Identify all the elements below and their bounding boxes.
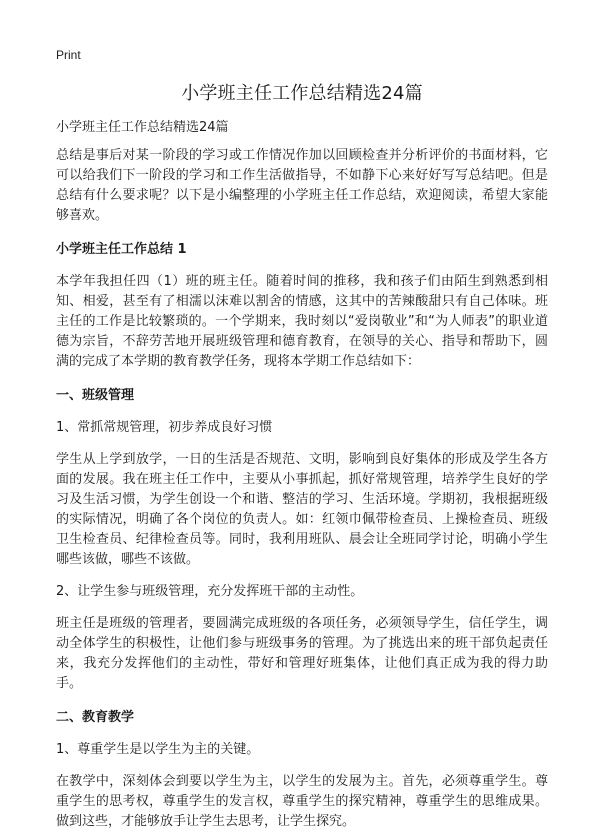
document-title: 小学班主任工作总结精选24篇 [181, 83, 423, 104]
document-subtitle: 小学班主任工作总结精选24篇 [56, 120, 229, 135]
print-link[interactable]: Print [56, 48, 81, 62]
item-heading-student-participation: 2、让学生参与班级管理，充分发挥班干部的主动性。 [56, 584, 364, 599]
section-heading-teaching: 二、教育教学 [56, 710, 135, 725]
routine-management-paragraph: 学生从上学到放学，一日的生活是否规范、文明，影响到良好集体的形成及学生各方面的发展。我在班主任工作中，主要从小事抓起，抓好常规管理，培养学生良好的学习及生活习惯，为学生创设一个和谐、整洁的学习、生活环境。学期初，我根据班级的实际情况，明确了各个岗位的负责人。如：红领巾佩带检查员、上操检查员、班级卫生检查员、纪律检查员等。同时，我利用班队、晨会让全班同学讨论，明确小学生哪些该做，哪些不该做。 [56, 452, 548, 567]
summary-heading: 小学班主任工作总结 1 [56, 242, 187, 257]
respect-students-paragraph: 在教学中，深刻体会到要以学生为主，以学生的发展为主。首先，必须尊重学生。尊重学生的思考权，尊重学生的发言权，尊重学生的探究精神，尊重学生的思维成果。做到这些，才能够放手让学生去思考，让学生探究。 [56, 774, 548, 829]
intro-paragraph: 总结是事后对某一阶段的学习或工作情况作加以回顾检查并分析评价的书面材料，它可以给我们下一阶段的学习和工作生活做指导，不如静下心来好好写写总结吧。但是总结有什么要求呢？以下是小编整理的小学班主任工作总结，欢迎阅读，希望大家能够喜欢。 [56, 148, 548, 223]
section-heading-class-management: 一、班级管理 [56, 388, 135, 403]
item-heading-routine-management: 1、常抓常规管理，初步养成良好习惯 [56, 420, 273, 435]
student-participation-paragraph: 班主任是班级的管理者，要圆满完成班级的各项任务，必须领导学生，信任学生，调动全体学生的积极性，让他们参与班级事务的管理。为了挑选出来的班干部负起责任来，我充分发挥他们的主动性，带好和管理好班集体，让他们真正成为我的得力助手。 [56, 616, 548, 691]
summary-paragraph: 本学年我担任四（1）班的班主任。随着时间的推移，我和孩子们由陌生到熟悉到相知、相爱，甚至有了相濡以沫难以割舍的情感，这其中的苦辣酸甜只有自己体味。班主任的工作是比较繁琐的。一个学期来，我时刻以“爱岗敬业”和“为人师表”的职业道德为宗旨，不辞劳苦地开展班级管理和德育教育，在领导的关心、指导和帮助下，圆满的完成了本学期的教育教学任务，现将本学期工作总结如下： [56, 274, 548, 369]
item-heading-respect-students: 1、尊重学生是以学生为主的关键。 [56, 742, 260, 757]
